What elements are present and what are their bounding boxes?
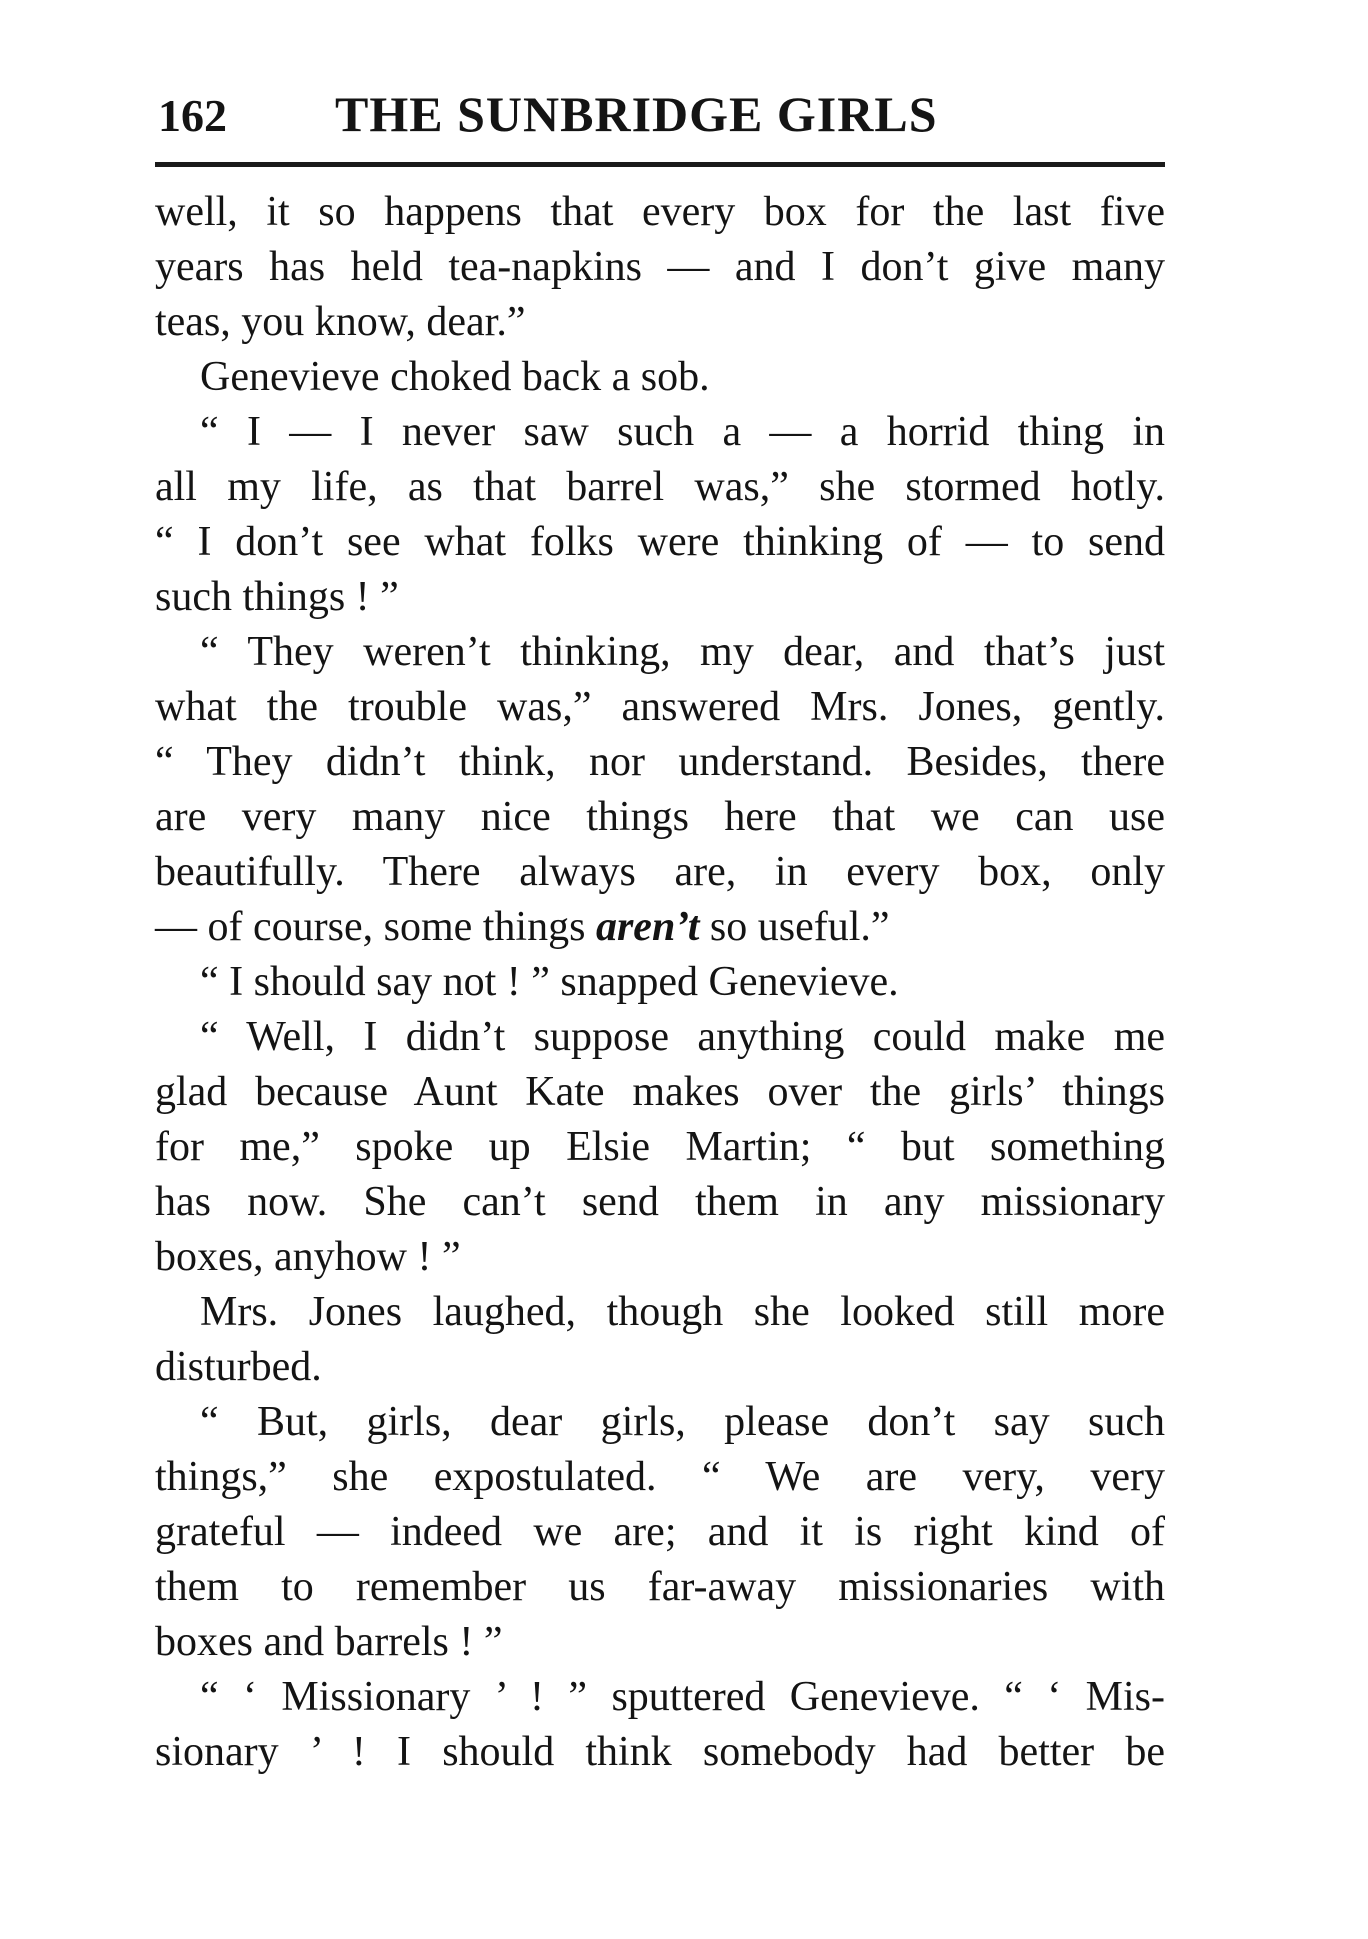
text-line: “ I don’t see what folks were thinking of — to send [155,519,1165,565]
text-line [155,900,1165,955]
running-title: THE SUNBRIDGE GIRLS [335,86,938,142]
running-header [155,85,1165,151]
text-line: “ I — I never saw such a — a horrid thing in [200,409,1165,455]
text-line: “ I should say not ! ” snapped Genevieve. [200,959,899,1005]
text-line: things,” she expostulated. “ We are very, very [155,1454,1165,1500]
page-number: 162 [158,90,227,141]
book-page [155,85,1165,1775]
text-line: Genevieve choked back a sob. [200,354,710,400]
text-line: grateful — indeed we are; and it is right kind of [155,1509,1165,1555]
text-run: — of course, some things [155,904,596,950]
text-line: well, it so happens that every box for the last five [155,189,1165,235]
text-line: them to remember us far-away missionaries with [155,1564,1165,1610]
text-line: what the trouble was,” answered Mrs. Jones, gently. [155,684,1165,730]
text-line: “ But, girls, dear girls, please don’t say such [200,1399,1165,1445]
body-text [155,185,1165,1780]
text-line: sionary ’ ! I should think somebody had better be [155,1729,1165,1775]
text-line: “ They weren’t thinking, my dear, and that’s just [200,629,1165,675]
text-line: “ They didn’t think, nor understand. Besides, there [155,739,1165,785]
text-line: for me,” spoke up Elsie Martin; “ but something [155,1124,1165,1170]
text-line: boxes and barrels ! ” [155,1619,503,1665]
emphasized-word: aren’t [595,904,700,950]
text-line: boxes, anyhow ! ” [155,1234,461,1280]
text-line: such things ! ” [155,574,399,620]
text-line: are very many nice things here that we can use [155,794,1165,840]
text-line: all my life, as that barrel was,” she stormed hotly. [155,464,1165,510]
text-run: so useful.” [699,904,890,950]
text-line: disturbed. [155,1344,322,1390]
text-line: Mrs. Jones laughed, though she looked still more [200,1289,1165,1335]
text-line: “ Well, I didn’t suppose anything could make me [200,1014,1165,1060]
text-line: beautifully. There always are, in every box, only [155,849,1165,895]
header-rule [155,162,1165,167]
text-line: years has held tea-napkins — and I don’t give many [155,244,1165,290]
text-line: glad because Aunt Kate makes over the girls’ things [155,1069,1165,1115]
text-line: “ ‘ Missionary ’ ! ” sputtered Genevieve. “ ‘ Mis- [200,1674,1165,1720]
text-line: teas, you know, dear.” [155,299,526,345]
text-line: has now. She can’t send them in any missionary [155,1179,1165,1225]
